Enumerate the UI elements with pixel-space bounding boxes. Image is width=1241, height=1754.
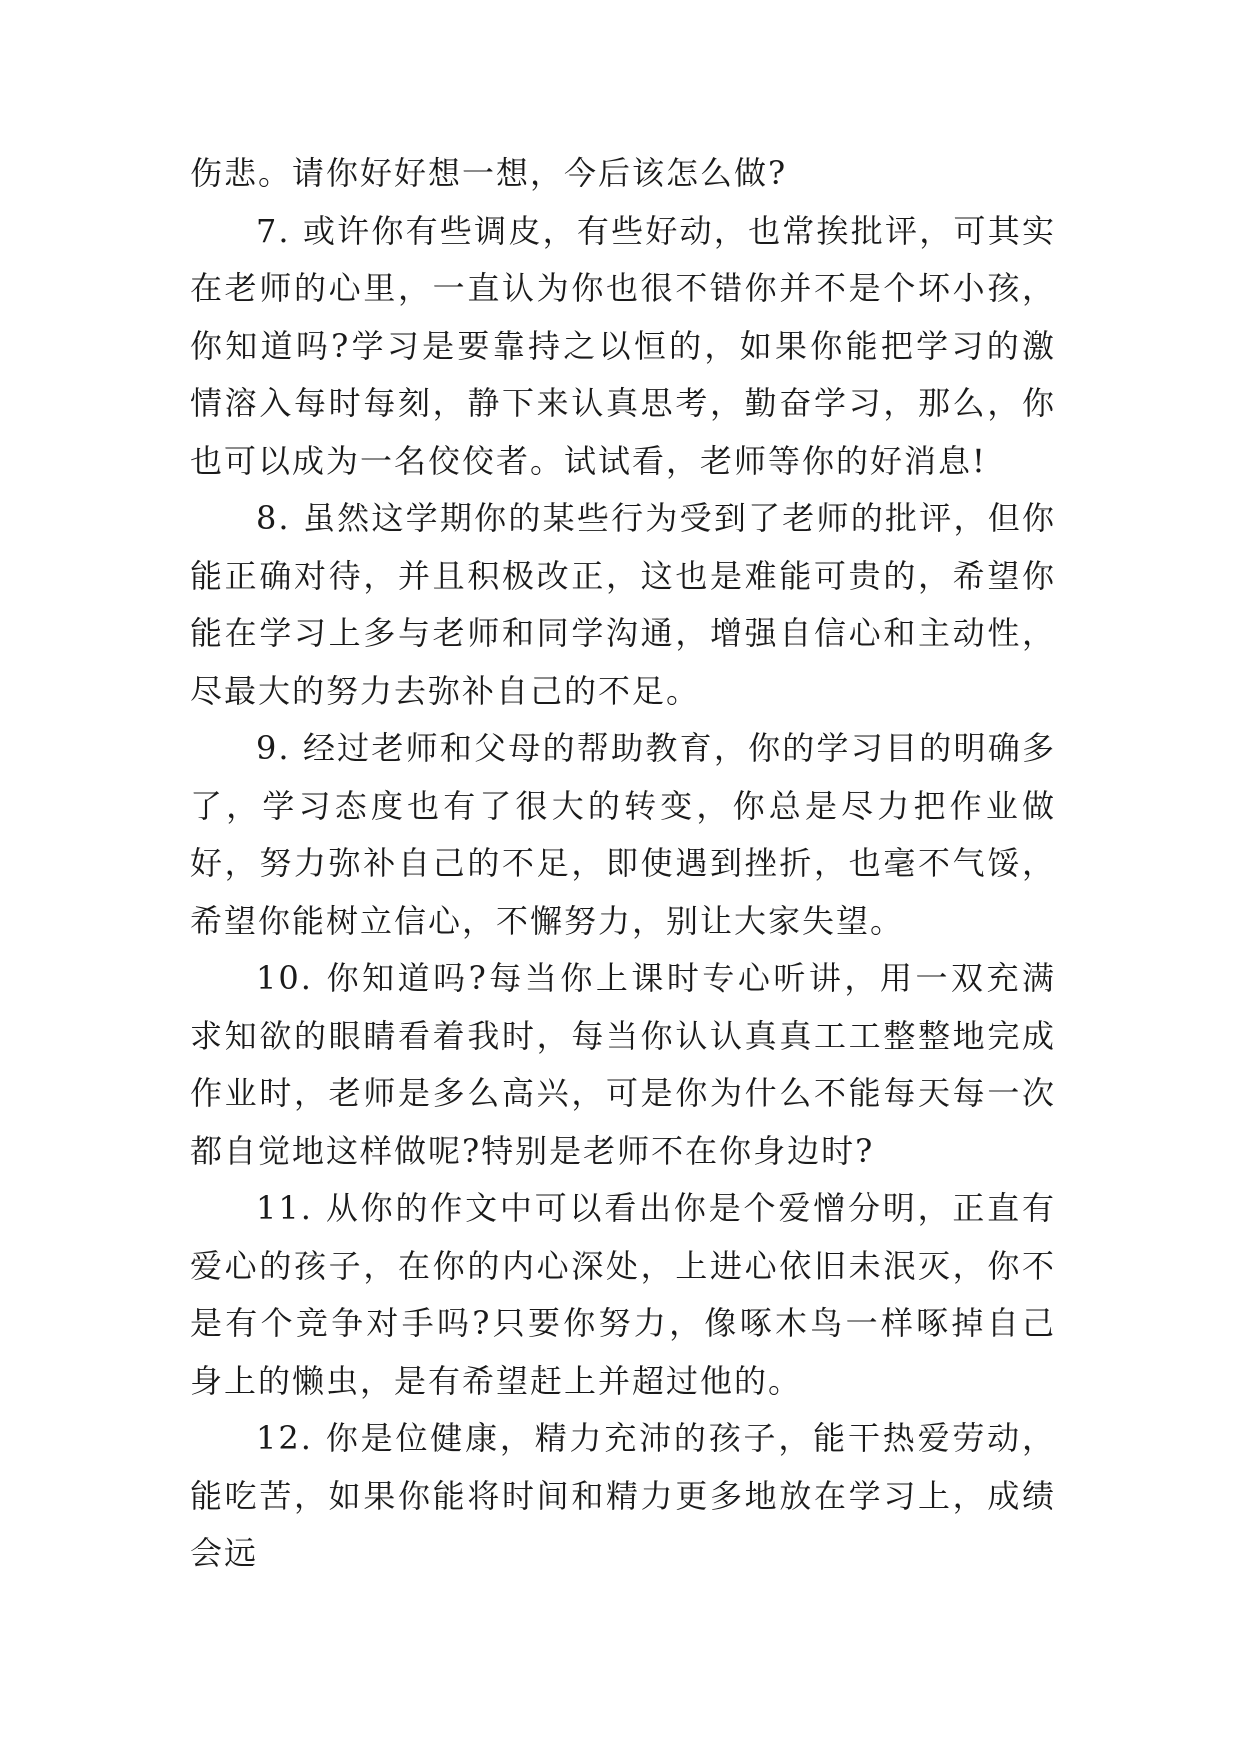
paragraph-comment-7: 7. 或许你有些调皮，有些好动，也常挨批评，可其实在老师的心里，一直认为你也很不错你并不是个坏小孩，你知道吗?学习是要靠持之以恒的，如果你能把学习的激情溶入每时每刻，静下来认真思考，勤奋学习，那么，你也可以成为一名佼佼者。试试看，老师等你的好消息! bbox=[190, 211, 1056, 480]
paragraph-comment-9: 9. 经过老师和父母的帮助教育，你的学习目的明确多了，学习态度也有了很大的转变，你总是尽力把作业做好，努力弥补自己的不足，即使遇到挫折，也毫不气馁，希望你能树立信心，不懈努力，别让大家失望。 bbox=[190, 729, 1056, 940]
document-body bbox=[190, 145, 1056, 1583]
paragraph-comment-12: 12. 你是位健康，精力充沛的孩子，能干热爱劳动，能吃苦，如果你能将时间和精力更多地放在学习上，成绩会远 bbox=[190, 1419, 1056, 1572]
paragraph-comment-11: 11. 从你的作文中可以看出你是个爱憎分明，正直有爱心的孩子，在你的内心深处，上进心依旧未泯灭，你不是有个竞争对手吗?只要你努力，像啄木鸟一样啄掉自己身上的懒虫，是有希望赶上并超过他的。 bbox=[190, 1189, 1056, 1400]
paragraph-comment-8: 8. 虽然这学期你的某些行为受到了老师的批评，但你能正确对待，并且积极改正，这也是难能可贵的，希望你能在学习上多与老师和同学沟通，增强自信心和主动性，尽最大的努力去弥补自己的不足。 bbox=[190, 499, 1056, 710]
paragraph-continuation: 伤悲。请你好好想一想，今后该怎么做? bbox=[190, 154, 788, 192]
paragraph-comment-10: 10. 你知道吗?每当你上课时专心听讲，用一双充满求知欲的眼睛看着我时，每当你认认真真工工整整地完成作业时，老师是多么高兴，可是你为什么不能每天每一次都自觉地这样做呢?特别是老师不在你身边时? bbox=[190, 959, 1056, 1170]
